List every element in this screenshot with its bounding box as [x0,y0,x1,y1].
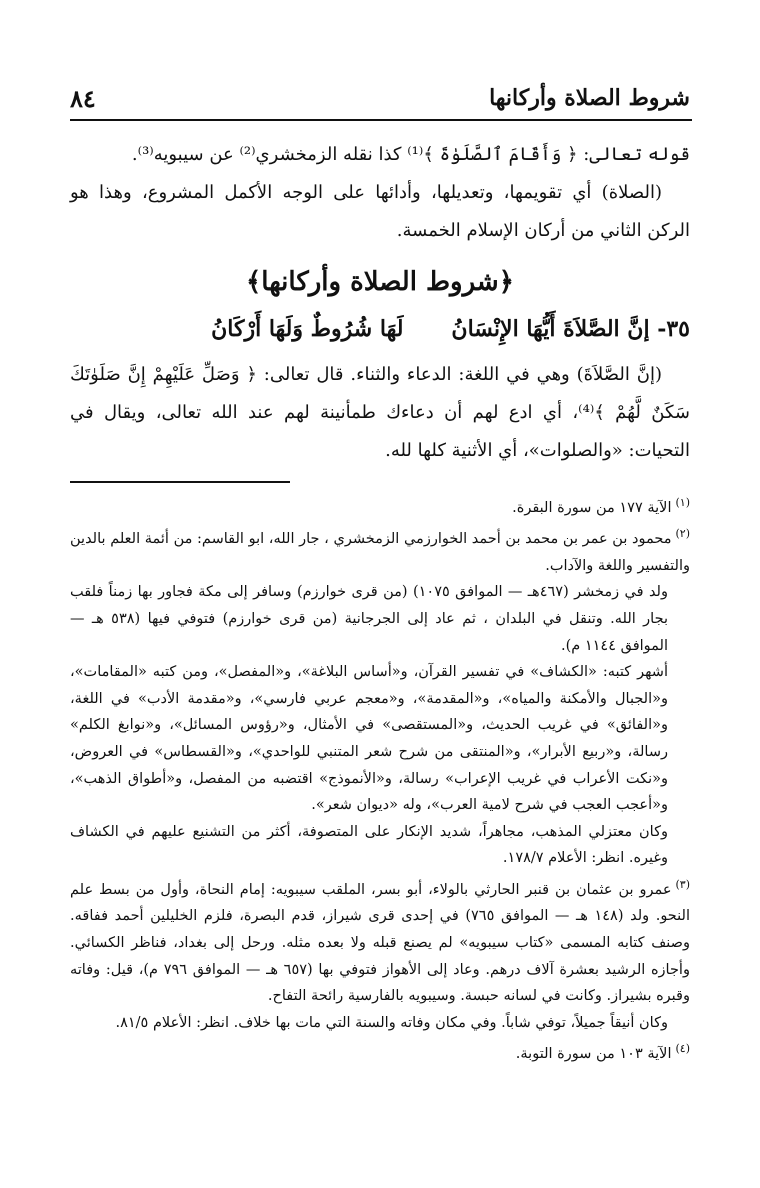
running-header [70,78,690,118]
section-heading: ﴿شروط الصلاة وأركانها﴾ [246,267,514,297]
footnote [70,872,690,1010]
footnote-number: (١) [675,496,690,509]
running-title: شروط الصلاة وأركانها [489,85,690,111]
footnote-number: (٢) [675,527,690,541]
footnote-text: عمرو بن عثمان بن قنبر الحارثي بالولاء، أبو بسر، الملقب سيبويه: إمام النحاة، وأول من بسط علم النحو. ولد (١٤٨ هـ — الموافق ٧٦٥) في إحدى قرى شيراز، قدم البصرة، فلزم الخليلين أحمد ففاقه. وصنف كتابه المسمى «كتاب سيبويه» لم يصنع قبله ولا بعده مثله. ورحل إلى بغداد، فناظر الكسائي. وأجازه الرشيد بعشرة آلاف درهم. وعاد إلى الأهواز فتوفي بها (٦٥٧ هـ — الموافق ٧٩٦ م)، قيل: وفاته وقبره بشيراز. وكانت في لسانه حبسة. وسيبويه بالفارسية رائحة التفاح. [70,881,690,1005]
footnote-text: الآية ١٧٧ من سورة البقرة. [512,499,672,516]
paragraph: (إنَّ الصَّلاَةَ) وهي في اللغة: الدعاء والثناء. قال تعالى: ﴿ وَصَلِّ عَلَيْهِمْ إِنَّ صَلَوٰتَكَ سَكَنٌ لَّهُمْ ﴾⁽⁴⁾، أي ادع لهم أن دعاءك طمأنينة لهم عند الله تعالى، ويقال في التحيات: «والصلوات»، أي الأثنية كلها لله. [70,364,690,461]
header-rule [70,119,692,121]
footnote-text: محمود بن عمر بن محمد بن أحمد الخوارزمي الزمخشري ، جار الله، ابو القاسم: من أئمة العلم بالدين والتفسير واللغة والآداب. [70,531,690,574]
footnote-continuation: أشهر كتبه: «الكشاف» في تفسير القرآن، و«أساس البلاغة»، و«المفصل»، ومن كتبه «المقامات»، و«الجبال والأمكنة والمياه»، و«المقدمة»، و«معجم عربي فارسي»، و«مقدمة الأدب» في اللغة، و«الفائق» في غريب الحديث، و«المستقصى» في الأمثال، و«رؤوس المسائل»، و«نوابغ الكلم» رسالة، و«ربيع الأبرار»، و«المنتقى من شرح شعر المتنبي للواحدي»، و«القسطاس» في العروض، و«نكت الأعراب في غريب الإعراب» رسالة، و«الأنموذج» اقتضبه من المفصل، و«أطواق الذهب»، و«أعجب العجب في شرح لامية العرب»، وله «ديوان شعر». [70,664,668,814]
footnote-continuation: وكان معتزلي المذهب، مجاهراً، شديد الإنكار على المتصوفة، أكثر من التشنيع عليهم في الكشاف وغيره. انظر: الأعلام ١٧٨/٧. [70,823,668,867]
footnote-text: الآية ١٠٣ من سورة التوبة. [515,1046,672,1063]
footnote-continuation: وكان أنيقاً جميلاً، توفي شاباً. وفي مكان وفاته والسنة التي مات بها خلاف. انظر: الأعلام ٨١/٥. [115,1014,668,1031]
main-text [70,136,690,470]
footnotes [70,490,690,1068]
page-number: ٨٤ [70,83,96,113]
verse-hemistich-first: ٣٥- إنَّ الصَّلاَةَ أَيُّهَا الإِنْسَانُ [451,316,690,342]
paragraph: قوله تعالى: ﴿ وَأَقَامَ ٱلصَّلَوٰةَ ﴾⁽¹⁾ كذا نقله الزمخشري⁽²⁾ عن سيبويه⁽³⁾. [131,144,690,165]
footnote-rule [70,481,290,483]
paragraph: (الصلاة) أي تقويمها، وتعديلها، وأدائها على الوجه الأكمل المشروع، وهذا هو الركن الثاني من أركان الإسلام الخمسة. [70,182,690,241]
footnote-number: (٤) [675,1042,690,1056]
verse-hemistich-second: لَهَا شُرُوطٌ وَلَهَا أَرْكَانُ [211,316,404,342]
footnote [70,490,690,521]
footnote-number: (٣) [675,877,690,891]
footnote-continuation: ولد في زمخشر (٤٦٧هـ — الموافق ١٠٧٥) (من قرى خوارزم) وسافر إلى مكة فجاور بها زمناً فلقب بجار الله. وتنقل في البلدان ، ثم عاد إلى الجرجانية (من قرى خوارزم) فتوفي فيها (٥٣٨ هـ — الموافق ١١٤٤ م). [70,584,668,654]
verse-line [70,308,690,350]
footnote [70,521,690,579]
footnote [70,1036,690,1067]
